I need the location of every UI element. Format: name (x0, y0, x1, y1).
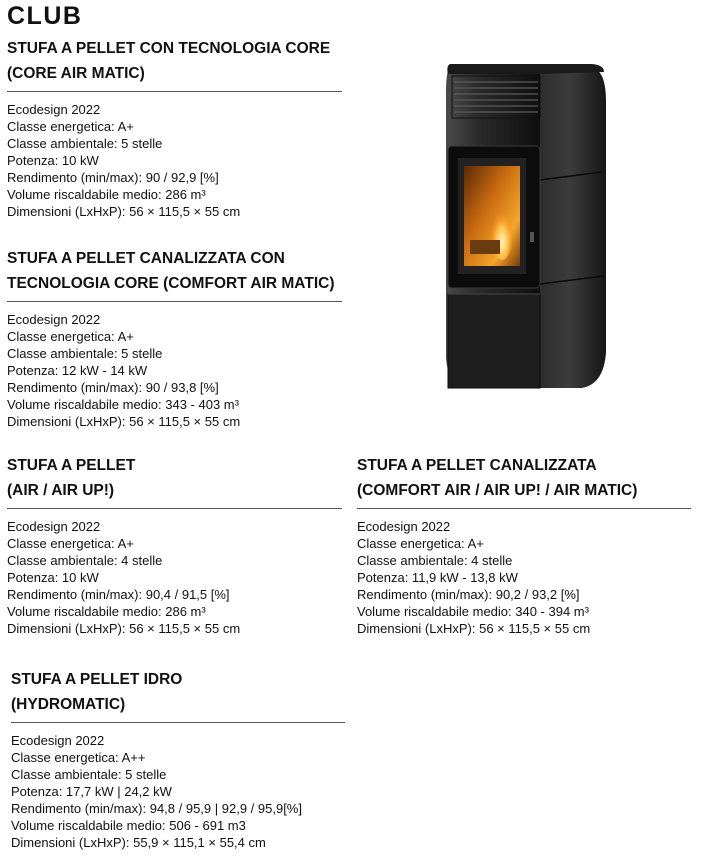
section-divider (7, 91, 342, 92)
section-title-line: (CORE AIR MATIC) (7, 65, 145, 82)
section-air-air-up (7, 453, 342, 637)
spec-item: Rendimento (min/max): 90,2 / 93,2 [%] (357, 587, 580, 602)
spec-item: Ecodesign 2022 (357, 519, 451, 534)
spec-item: Volume riscaldabile medio: 343 - 403 m³ (7, 397, 239, 412)
spec-item: Dimensioni (LxHxP): 56 × 115,5 × 55 cm (7, 414, 241, 429)
spec-item: Classe ambientale: 5 stelle (7, 136, 163, 151)
spec-item: Classe energetica: A+ (7, 536, 134, 551)
spec-item: Volume riscaldabile medio: 286 m³ (7, 187, 206, 202)
spec-item: Classe energetica: A+ (357, 536, 484, 551)
spec-item: Classe ambientale: 5 stelle (11, 767, 167, 782)
spec-item: Potenza: 12 kW - 14 kW (7, 363, 148, 378)
spec-item: Potenza: 10 kW (7, 153, 99, 168)
spec-list (357, 518, 691, 637)
spec-item: Volume riscaldabile medio: 286 m³ (7, 604, 206, 619)
spec-list (7, 311, 342, 430)
spec-item: Classe energetica: A+ (7, 119, 134, 134)
spec-item: Classe ambientale: 4 stelle (357, 553, 513, 568)
spec-item: Volume riscaldabile medio: 506 - 691 m3 (11, 818, 246, 833)
spec-list (11, 732, 345, 851)
spec-item: Volume riscaldabile medio: 340 - 394 m³ (357, 604, 589, 619)
spec-item: Potenza: 17,7 kW | 24,2 kW (11, 784, 172, 799)
section-title-line: STUFA A PELLET CANALIZZATA CON (7, 250, 285, 267)
section-title-line: STUFA A PELLET IDRO (11, 671, 183, 688)
spec-item: Dimensioni (LxHxP): 56 × 115,5 × 55 cm (357, 621, 591, 636)
section-title-line: (COMFORT AIR / AIR UP! / AIR MATIC) (357, 482, 638, 499)
section-title-line: (HYDROMATIC) (11, 696, 126, 713)
section-comfort-air (357, 453, 691, 637)
spec-item: Ecodesign 2022 (7, 102, 101, 117)
spec-item: Rendimento (min/max): 94,8 / 95,9 | 92,9 / 95,9[%] (11, 801, 302, 816)
spec-item: Ecodesign 2022 (7, 519, 101, 534)
spec-item: Potenza: 11,9 kW - 13,8 kW (357, 570, 518, 585)
section-divider (7, 301, 342, 302)
spec-item: Classe energetica: A++ (11, 750, 146, 765)
section-divider (357, 508, 691, 509)
section-divider (7, 508, 342, 509)
spec-item: Classe ambientale: 5 stelle (7, 346, 163, 361)
spec-item: Classe energetica: A+ (7, 329, 134, 344)
spec-item: Rendimento (min/max): 90 / 92,9 [%] (7, 170, 219, 185)
section-title-line: TECNOLOGIA CORE (COMFORT AIR MATIC) (7, 275, 335, 292)
spec-list (7, 518, 342, 637)
spec-item: Rendimento (min/max): 90 / 93,8 [%] (7, 380, 219, 395)
page-title: CLUB (7, 2, 83, 30)
section-comfort-air-matic-core (7, 246, 342, 430)
section-title-line: STUFA A PELLET (7, 457, 136, 474)
spec-item: Ecodesign 2022 (7, 312, 101, 327)
pellet-stove-illustration (442, 62, 608, 392)
spec-item: Dimensioni (LxHxP): 56 × 115,5 × 55 cm (7, 621, 241, 636)
spec-item: Classe ambientale: 4 stelle (7, 553, 163, 568)
spec-list (7, 101, 342, 220)
spec-item: Ecodesign 2022 (11, 733, 105, 748)
spec-item: Potenza: 10 kW (7, 570, 99, 585)
spec-item: Dimensioni (LxHxP): 55,9 × 115,1 × 55,4 cm (11, 835, 266, 850)
spec-item: Dimensioni (LxHxP): 56 × 115,5 × 55 cm (7, 204, 241, 219)
section-title-line: STUFA A PELLET CANALIZZATA (357, 457, 597, 474)
section-core-air-matic (7, 36, 342, 220)
spec-item: Rendimento (min/max): 90,4 / 91,5 [%] (7, 587, 230, 602)
section-divider (11, 722, 345, 723)
section-title-line: (AIR / AIR UP!) (7, 482, 115, 499)
section-hydromatic (11, 667, 345, 851)
section-title-line: STUFA A PELLET CON TECNOLOGIA CORE (7, 40, 331, 57)
